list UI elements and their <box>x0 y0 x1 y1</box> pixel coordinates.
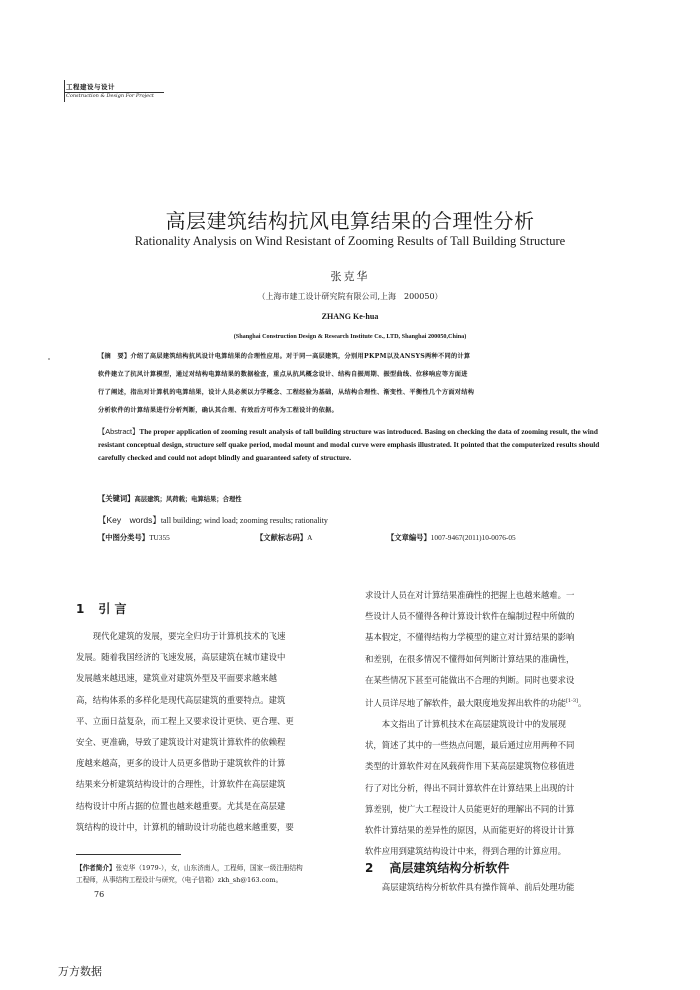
text-line: 现代化建筑的发展，要完全归功于计算机技术的飞速 <box>76 631 286 641</box>
section1-right-paragraphs <box>365 585 631 862</box>
text-line: 高，结构体系的多样化是现代高层建筑的重要特点。建筑 <box>76 694 286 705</box>
journal-name-cn: 工程建设与设计 <box>66 83 115 91</box>
footnote-label: 【作者简介】 <box>76 864 116 872</box>
text-line: 安全、更准确，导致了建筑设计对建筑计算软件的依赖程 <box>76 737 286 748</box>
watermark: 万方数据 <box>58 965 102 978</box>
keywords-en-label: 【Key words】 <box>98 515 161 525</box>
document-code: 【文献标志码】A <box>256 533 313 542</box>
scan-speck <box>48 358 50 360</box>
text-line: 软件应用到建筑结构设计中来，得到合理的计算应用。 <box>365 846 566 857</box>
author-name-en: ZHANG Ke-hua <box>321 312 379 321</box>
abstract-en <box>98 425 608 464</box>
keywords-cn <box>98 494 608 504</box>
text-line: 平、立面日益复杂，而工程上又要求设计更快、更合理、更 <box>76 715 294 726</box>
abstract-cn-label: 【摘 要】 <box>98 353 131 360</box>
author-name-cn: 张克华 <box>330 270 370 283</box>
keywords-cn-label: 【关键词】 <box>98 494 135 503</box>
abstract-cn-line: 分析软件的计算结果进行分析判断，确认其合理、有效后方可作为工程设计的依据。 <box>98 407 339 414</box>
article-number: 【文章编号】1007-9467(2011)10-0076-05 <box>387 533 516 542</box>
footnote-rule <box>76 854 181 855</box>
title-en: Rationality Analysis on Wind Resistant of Zooming Results of Tall Building Structure <box>134 234 566 248</box>
keywords-en-text: tall building; wind load; zooming results; rationality <box>160 516 328 525</box>
text-line: 求设计人员在对计算结果准确性的把握上也越来越难。一 <box>365 590 575 600</box>
section2-heading: 2 高层建筑结构分析软件 <box>365 861 510 875</box>
citation[interactable]: [1-3] <box>566 698 578 705</box>
text-line: 和差别，在很多情况不懂得如何判断计算结果的准确性， <box>365 653 575 664</box>
text-line: 状，简述了其中的一些热点问题，最后通过应用两种不同 <box>365 740 575 751</box>
text-line: 计人员详尽地了解软件，最大限度地发挥出软件的功能[1-3]。 <box>365 697 587 708</box>
text-line: 筑结构的设计中，计算机的辅助设计功能也越来越重要，要 <box>76 821 294 832</box>
clc-number: 【中图分类号】TU355 <box>98 533 170 542</box>
affiliation-en: (Shanghai Construction Design & Research Institute Co., LTD, Shanghai 200050,China) <box>233 333 467 340</box>
abstract-cn <box>98 348 608 420</box>
header-bar <box>64 80 65 102</box>
section2-first-line: 高层建筑结构分析软件具有操作简单、前后处理功能 <box>365 882 575 892</box>
abstract-en-text: The proper application of zooming result analysis of tall building structure was introduced. Basing on checking the data of zooming result, the wind resistant conceptual design, structure self quake period, modal mount and modal curve were emphasis illustrated. It pointed that the computerized results should carefully checked and could not adopt blindly and guaranteed safety of structure. <box>98 427 600 462</box>
text-line: 度越来越高，更多的设计人员更多借助于建筑软件的计算 <box>76 758 286 769</box>
text-line: 类型的计算软件对在风载荷作用下某高层建筑物位移值进 <box>365 761 575 772</box>
keywords-en <box>98 514 328 526</box>
text-line: 发展越来越迅速，建筑业对建筑外型及平面要求越来越 <box>76 673 277 684</box>
text-line: 在某些情况下甚至可能做出不合理的判断。同时也要求设 <box>365 674 575 685</box>
abstract-en-label: 【Abstract】 <box>98 427 140 436</box>
affiliation-cn: （上海市建工设计研究院有限公司,上海 200050） <box>257 292 443 301</box>
author-footnote: 【作者简介】张克华（1979-），女，山东济南人，工程师，国家一级注册结构 工程师，从事结构工程设计与研究，（电子信箱）zkh_sh@163.com。 <box>76 864 303 884</box>
text-line: 算差别，使广大工程设计人员能更好的理解出不同的计算 <box>365 803 575 814</box>
title-cn: 高层建筑结构抗风电算结果的合理性分析 <box>165 209 535 233</box>
text-line: 结果来分析建筑结构设计的合理性，计算软件在高层建筑 <box>76 779 286 790</box>
section1-left-paragraph <box>76 626 342 838</box>
keywords-cn-text: 高层建筑；风荷载；电算结果；合理性 <box>134 496 242 503</box>
abstract-cn-line: 软件建立了抗风计算模型，通过对结构电算结果的数据检查，重点从抗风概念设计、结构自振周期、振型曲线、位移响应等方面进 <box>98 371 468 378</box>
page-number: 76 <box>94 890 105 899</box>
abstract-cn-line: 【摘 要】介绍了高层建筑结构抗风设计电算结果的合理性应用。对于同一高层建筑，分别用PKPM以及ANSYS两种不同的计算 <box>98 353 471 360</box>
text-line: 发展。随着我国经济的飞速发展，高层建筑在城市建设中 <box>76 652 286 663</box>
text-line: 结构设计中所占据的位置也越来越重要。尤其是在高层建 <box>76 800 286 811</box>
abstract-cn-line: 行了阐述，指出对计算机的电算结果，设计人员必须以力学概念、工程经验为基础，从结构合理性、渐变性、平衡性几个方面对结构 <box>98 389 475 396</box>
text-line: 行了对比分析，得出不同计算软件在计算结果上出现的计 <box>365 782 575 793</box>
text-line: 基本假定，不懂得结构力学模型的建立对计算结果的影响 <box>365 632 575 643</box>
section1-heading: 1 引 言 <box>76 602 127 616</box>
text-line: 软件计算结果的差异性的原因，从而能更好的将设计计算 <box>365 825 575 836</box>
journal-name-en: Construction & Design For Project <box>66 93 154 99</box>
text-line: 本文指出了计算机技术在高层建筑设计中的发展现 <box>365 719 566 730</box>
text-line: 些设计人员不懂得各种计算设计软件在编制过程中所做的 <box>365 611 575 622</box>
